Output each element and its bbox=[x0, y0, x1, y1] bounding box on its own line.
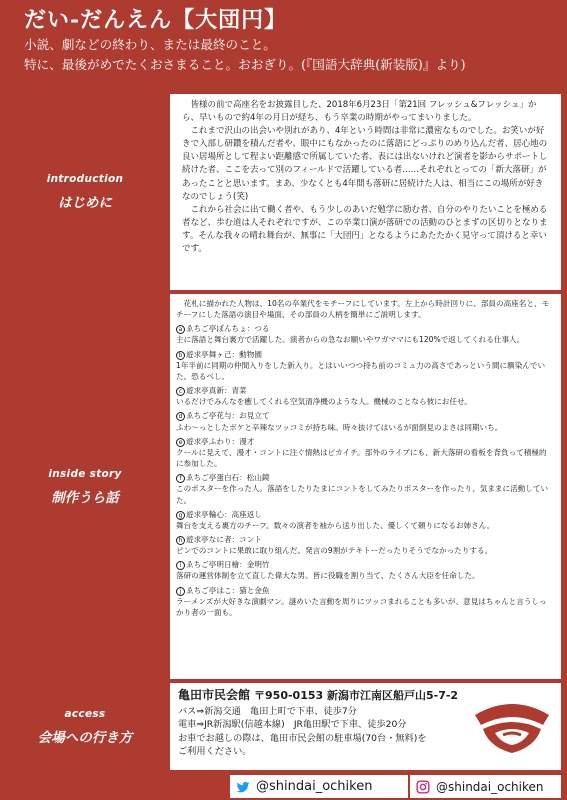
intro-paragraph: これから社会に出て働く者や、もう少しのあいだ勉学に励む者、自分のやりたいことを極める者など、歩む道は人それぞれですが、この卒業口演が落研での活動のひとまずの区切りとなります。そんな我々の晴れ舞台が、無事に「大団円」となるようにあたたかく見守って頂けると幸いです。 bbox=[182, 204, 548, 255]
member-desc: ふわ〜っとしたボケと辛辣なツッコミが持ち味。時々抜けてはいるが面倒見のよさは同期いち。 bbox=[176, 422, 503, 432]
intro-paragraph: 皆様の前で高座名をお披露目した、2018年6月23日「第21回 フレッシュ&フレッシュ」から、早いもので約4年の月日が経ち、もう卒業の時期がやってまいりました。 bbox=[182, 100, 537, 124]
circled-letter-icon: d bbox=[176, 412, 185, 421]
header bbox=[0, 0, 567, 90]
member-desc: 主に落語と舞台裏方で活躍した。演者からの急なお願いやワガママにも120%で返してくれる仕事人。 bbox=[176, 335, 525, 345]
page-title: だい-だんえん【大団円】 bbox=[24, 7, 288, 33]
bus-directions: バス⇒新潟交通 亀田上町で下車、徒歩7分 bbox=[178, 706, 357, 717]
club-emblem-icon bbox=[473, 695, 551, 757]
member-name: a ゑちご亭ぼんちょ：つる bbox=[176, 323, 553, 334]
circled-letter-icon: h bbox=[176, 536, 185, 545]
inside-story-label-jp: 制作うら話 bbox=[51, 489, 119, 506]
circled-letter-icon: c bbox=[176, 387, 185, 396]
member-name: d ゑちご亭花与：お見立て bbox=[176, 410, 553, 421]
member-name: f ゑちご亭蛋白石：松山鏡 bbox=[176, 472, 553, 483]
access-label-jp: 会場への行き方 bbox=[37, 729, 133, 746]
introduction-section bbox=[0, 94, 567, 290]
member-desc: 落研の運営体制を立て直した偉大な男。皆に役職を割り当て、たくさん大臣を任命した。 bbox=[176, 571, 480, 581]
circled-letter-icon: e bbox=[176, 438, 185, 447]
circled-letter-icon: a bbox=[176, 325, 185, 334]
inside-story-label bbox=[0, 294, 170, 679]
member-name: g 遊求亭輪心：高座返し bbox=[176, 509, 553, 520]
venue-address: 〒950-0153 新潟市江南区船戸山5-7-2 bbox=[254, 689, 459, 702]
member-desc: 舞台を支える裏方のチーフ。数々の演者を袖から送り出した、優しくて頼りになるお姉さん。 bbox=[176, 520, 495, 530]
access-section bbox=[0, 683, 567, 770]
inside-story-text bbox=[170, 294, 561, 679]
member-desc: 1年半前に同期の仲間入りをした新入り。とはいいつつ持ち前のコミュ力の高さであっという間に馴染んでいた。恐るべし。 bbox=[176, 360, 546, 381]
car-directions: お車でお越しの際は、亀田市民会館の駐車場(70台・無料)を bbox=[178, 732, 427, 744]
inside-story-section bbox=[0, 294, 567, 679]
introduction-label-jp: はじめに bbox=[58, 195, 112, 211]
subtitle-line-1: 小説、劇などの終わり、または最終のこと。 bbox=[24, 37, 276, 52]
story-lead: 花札に描かれた人物は、10名の卒業代をモチーフにしています。左上から時計回りに、部員の高座名と、モチーフにした落語の演目や場面、その部員の人柄を簡単にご説明します。 bbox=[176, 299, 550, 320]
member-name: e 遊求亭ふわり：漫才 bbox=[176, 436, 553, 447]
twitter-handle: @shindai_ochiken bbox=[256, 779, 373, 794]
introduction-label-en: introduction bbox=[46, 173, 124, 185]
circled-letter-icon: b bbox=[176, 351, 185, 360]
circled-letter-icon: i bbox=[176, 561, 185, 570]
member-desc: ラーメンズが大好きな演劇マン。謎めいた言動を周りにツッコまれることも多いが、意見はちゃんと言うしっかり者の一面も。 bbox=[176, 596, 547, 617]
access-label bbox=[0, 683, 170, 770]
instagram-link[interactable] bbox=[410, 775, 561, 798]
inside-story-label-en: inside story bbox=[48, 467, 122, 480]
venue-name: 亀田市民会館 bbox=[178, 688, 251, 702]
introduction-label bbox=[0, 94, 170, 290]
footer bbox=[0, 773, 567, 800]
subtitle-line-2: 特に、最後がめでたくおさまること。おおぎり。(『国語大辞典(新装版)』より) bbox=[24, 57, 466, 72]
member-desc: このポスターを作った人。落語をしたりたまにコントをしてみたりポスターを作ったり、気ままに活動していた。 bbox=[176, 484, 549, 505]
twitter-bird-icon bbox=[236, 780, 250, 794]
member-name: j ゑちご亭はこ：猫と金魚 bbox=[176, 585, 553, 596]
circled-letter-icon: g bbox=[176, 511, 185, 520]
train-directions: 電車⇒JR新潟駅(信越本線) JR亀田駅で下車、徒歩20分 bbox=[178, 719, 407, 731]
member-desc: ピンでのコントに果敢に取り組んだ。発言の9割がテキトーだったりそうでなかったりする。 bbox=[176, 546, 493, 556]
intro-paragraph: これまで沢山の出会いや別れがあり、4年という時間は非常に濃密なものでした。お笑いが好きで入部し研鑽を積んだ者や、眼中にもなかったのに落語にどっぷりのめり込んだ者、居心地の良い居場所として程よい距離感で所属していた者、表には出ないけれど演者を影からサポートし続けた者、ここを去って別のフィールドで活躍している者……それぞれとっての「新大落研」があったことと思います。まあ、少なくとも4年間も落研に居続けた人は、相当にこの場所が好きなのでしょう(笑) bbox=[182, 126, 548, 202]
circled-letter-icon: j bbox=[176, 587, 185, 596]
car-directions-cont: ご利用ください。 bbox=[178, 745, 252, 757]
introduction-text bbox=[170, 94, 561, 290]
twitter-link[interactable] bbox=[230, 775, 408, 798]
member-name: c 遊求亭真新：青菜 bbox=[176, 385, 553, 396]
member-name: h 遊求亭なに者：コント bbox=[176, 534, 553, 545]
member-name: b 遊求亭舞ヶ己：動物園 bbox=[176, 349, 553, 360]
instagram-handle: @shindai_ochiken bbox=[436, 779, 544, 794]
member-desc: いるだけでみんなを癒してくれる空気清浄機のような人。機械のことなら彼にお任せ。 bbox=[176, 397, 472, 407]
access-label-en: access bbox=[64, 707, 106, 720]
member-name: i ゑちご亭明日檜：金明竹 bbox=[176, 559, 553, 570]
access-text bbox=[170, 683, 561, 770]
instagram-camera-icon bbox=[416, 780, 430, 794]
circled-letter-icon: f bbox=[176, 474, 185, 483]
member-desc: クールに見えて、漫才・コントに注ぐ情熱はピカイチ。部外のライブにも、新大落研の看板を背負って積極的に参加した。 bbox=[176, 447, 547, 469]
